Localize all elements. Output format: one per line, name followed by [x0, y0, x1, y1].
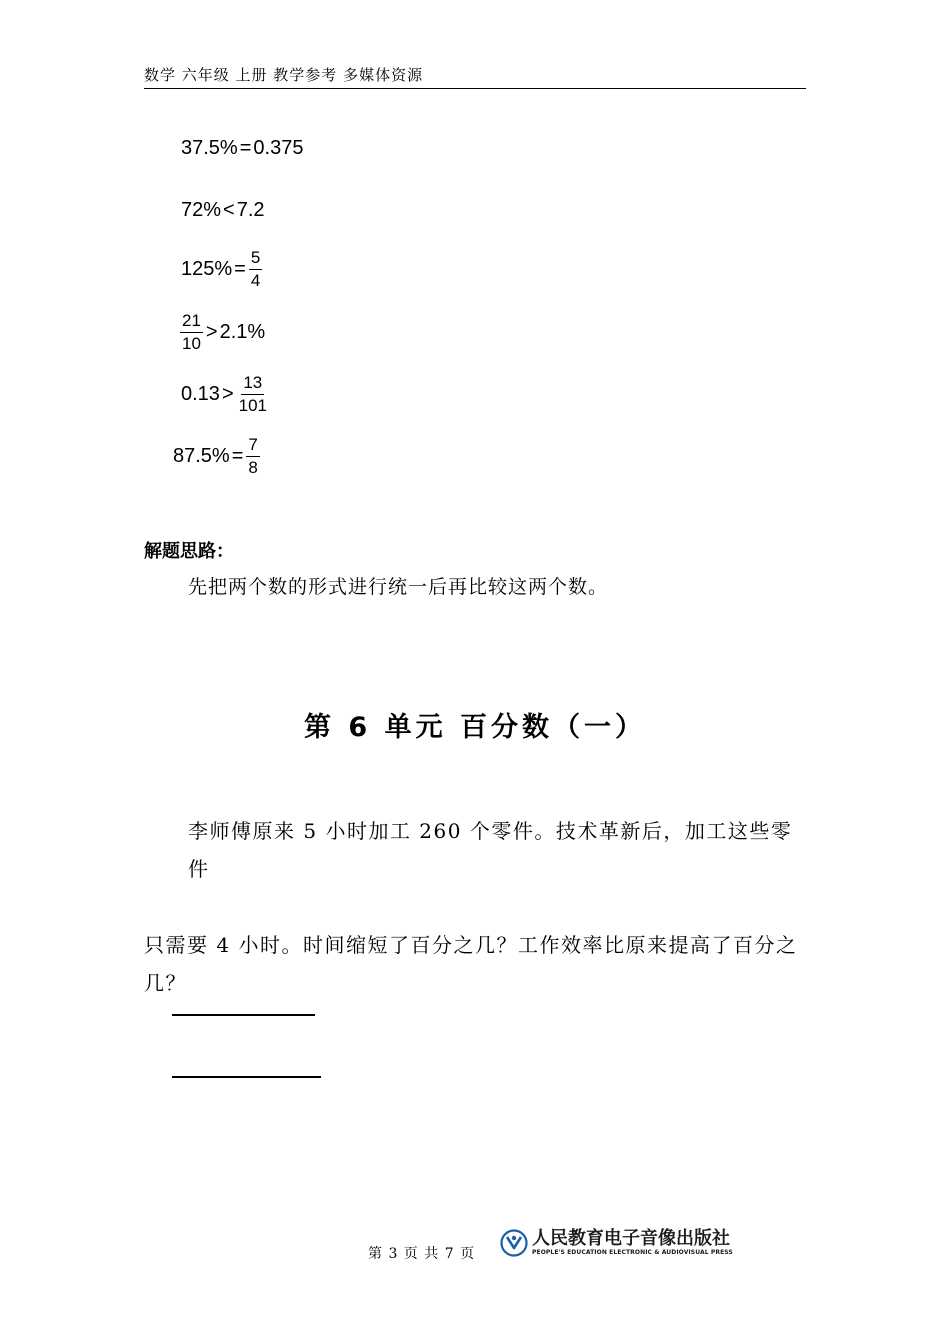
equation-left: 72% [181, 199, 222, 221]
fraction [245, 436, 260, 477]
equation-right: 2.1% [219, 321, 266, 344]
problem-text [144, 812, 808, 1002]
publisher-emblem-icon [500, 1229, 528, 1257]
equation-operator: = [234, 258, 246, 281]
publisher-name-cn: 人民教育电子音像出版社 [532, 1228, 730, 1249]
equation-operator: > [205, 321, 218, 344]
answer-blank-line [172, 1014, 315, 1016]
hint-title: 解题思路： [144, 541, 234, 562]
fraction-numerator: 5 [249, 249, 262, 270]
equation-row [180, 374, 271, 415]
equation-left: 125% [181, 258, 233, 281]
unit-title: 第 6 单元 百分数（一） [304, 712, 646, 743]
equation-operator: > [221, 383, 234, 406]
fraction-numerator: 7 [246, 436, 259, 457]
fraction-denominator: 101 [238, 395, 267, 415]
equation-operator: = [239, 137, 252, 159]
fraction [248, 249, 263, 290]
answer-blank-line [172, 1076, 321, 1078]
fraction-denominator: 10 [182, 333, 201, 353]
fraction [236, 374, 270, 415]
fraction-denominator: 4 [250, 270, 261, 290]
equation-row [172, 436, 262, 477]
equation-row [178, 312, 266, 353]
fraction-numerator: 13 [241, 374, 264, 395]
publisher-name-en: PEOPLE'S EDUCATION ELECTRONIC & AUDIOVISUAL PRESS [532, 1249, 733, 1256]
page-number: 第 3 页 共 7 页 [368, 1246, 476, 1262]
equation-right: 0.375 [253, 137, 304, 159]
fraction [179, 312, 204, 353]
problem-line-2: 只需要 4 小时。时间缩短了百分之几？工作效率比原来提高了百分之几？ [144, 933, 798, 995]
equation-row [180, 249, 264, 290]
equation-right: 7.2 [236, 199, 265, 221]
equation-left: 37.5% [181, 137, 238, 159]
equation-operator: = [231, 445, 244, 468]
fraction-numerator: 21 [180, 312, 203, 333]
publisher-logo [500, 1229, 733, 1257]
hint-text: 先把两个数的形式进行统一后再比较这两个数。 [188, 576, 609, 598]
page-header: 数学 六年级 上册 教学参考 多媒体资源 [144, 64, 806, 89]
problem-line-1: 李师傅原来 5 小时加工 260 个零件。技术革新后，加工这些零件 [188, 819, 793, 881]
equation-left: 0.13 [181, 383, 220, 406]
equation-left: 87.5% [173, 445, 230, 468]
equation-operator: < [223, 199, 235, 221]
equation-row [180, 199, 266, 222]
equation-row [180, 137, 304, 160]
fraction-denominator: 8 [248, 457, 258, 477]
